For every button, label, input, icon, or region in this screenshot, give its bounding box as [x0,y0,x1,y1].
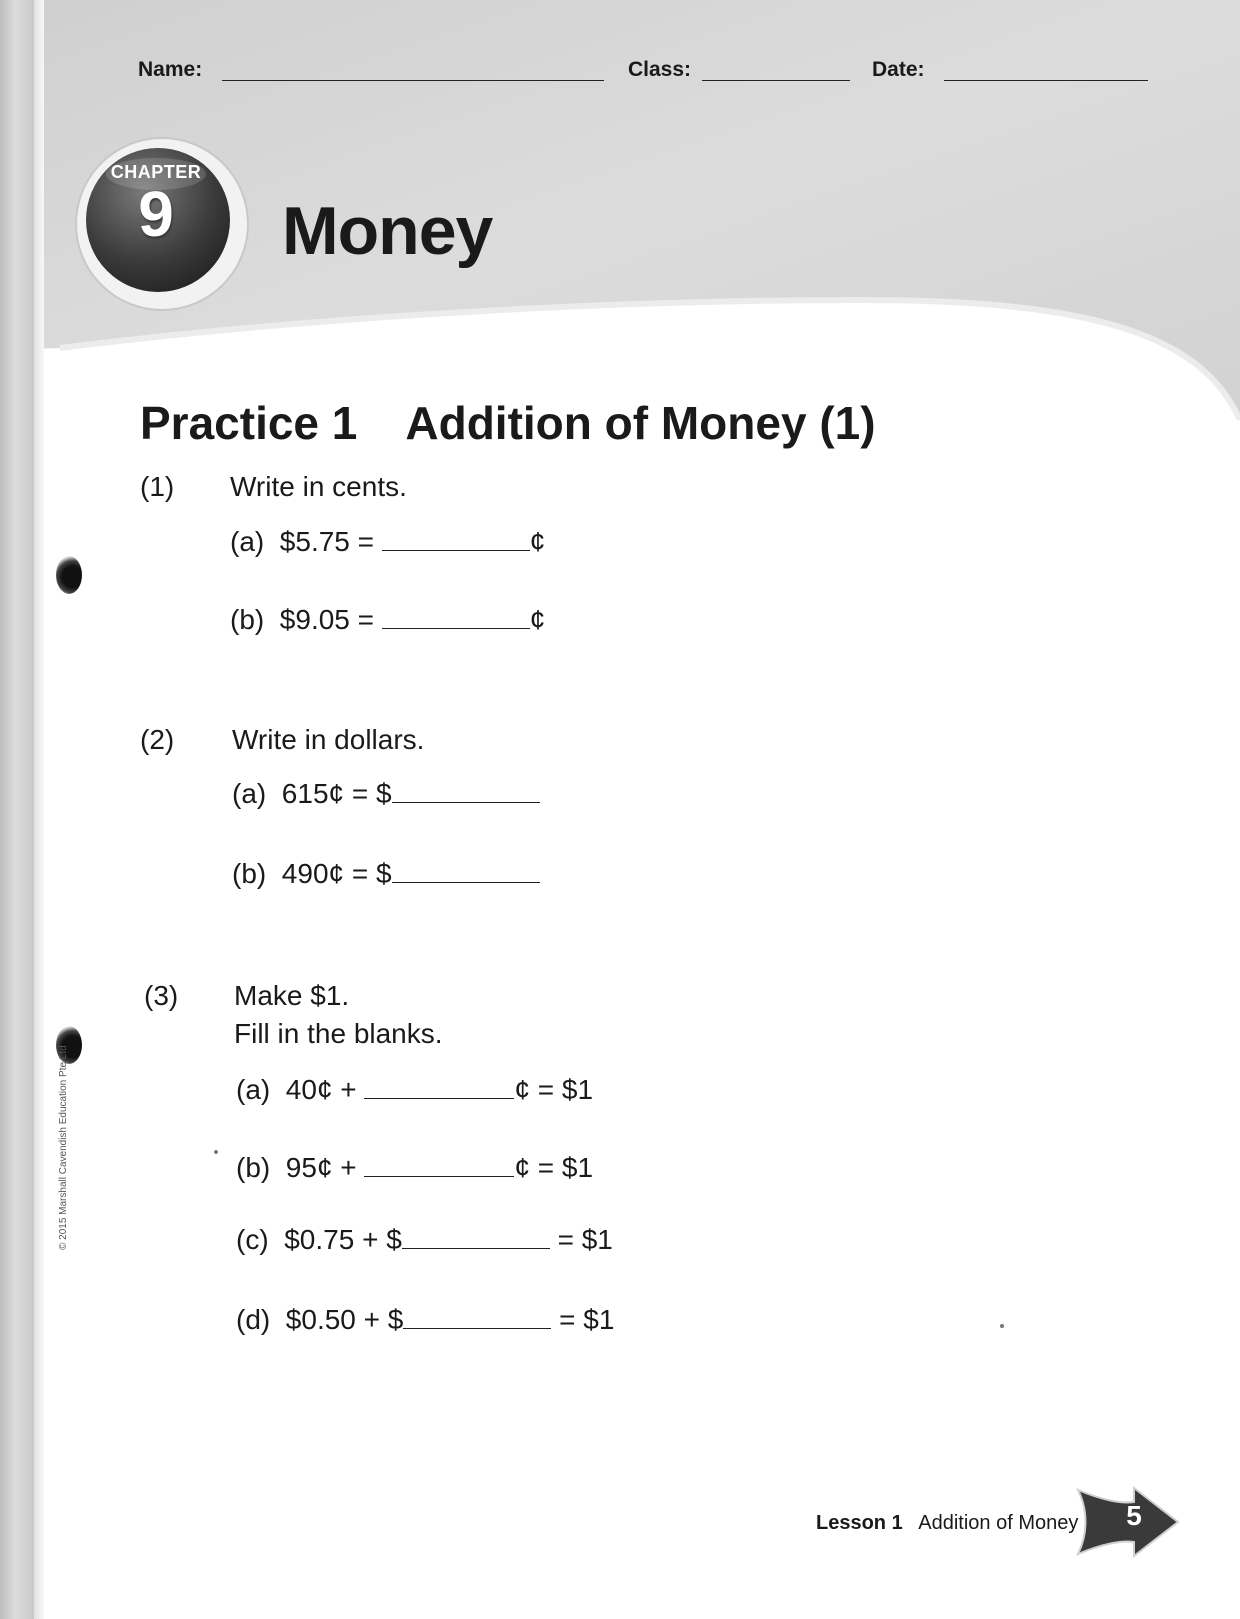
question-instruction: Write in dollars. [232,724,425,755]
question-instruction: Fill in the blanks. [234,1018,443,1049]
copyright-notice: © 2015 Marshall Cavendish Education Pte Ltd [58,1045,69,1250]
item-expression: 615¢ = $ [281,778,392,809]
question-item [230,526,545,558]
question-item [236,1304,614,1336]
class-field-line[interactable] [702,80,850,81]
item-expression: 95¢ + [285,1152,357,1183]
item-label: (c) [236,1224,269,1255]
question-item [236,1074,593,1106]
footer-lesson-label: Lesson 1 [816,1512,903,1534]
question-number: (1) [140,471,175,502]
question-number: (2) [140,724,175,755]
practice-number: Practice 1 [140,397,358,449]
item-expression: $9.05 = [279,604,374,635]
answer-blank[interactable] [392,798,540,803]
item-unit: ¢ [529,604,546,635]
binder-hole-top [56,556,82,594]
date-field-line[interactable] [944,80,1148,81]
item-expression: 490¢ = $ [281,858,392,889]
paper-speck [1000,1324,1004,1328]
question-item [236,1224,613,1256]
item-label: (a) [230,526,265,557]
item-label: (d) [236,1304,271,1335]
item-result: = $1 [557,1224,613,1255]
item-expression: $0.75 + $ [284,1224,402,1255]
question-item [232,858,540,890]
practice-heading [140,396,876,450]
item-label: (a) [236,1074,271,1105]
question-item [236,1152,593,1184]
chapter-number: 9 [138,178,174,250]
question-instruction: Write in cents. [230,471,407,502]
item-expression: 40¢ + [285,1074,357,1105]
answer-blank[interactable] [382,624,530,629]
paper-speck [214,1150,218,1154]
page-number: 5 [1126,1500,1142,1531]
item-expression: $0.50 + $ [285,1304,404,1335]
question-item [230,604,545,636]
item-unit: ¢ [529,526,546,557]
item-label: (b) [236,1152,271,1183]
answer-blank[interactable] [364,1172,514,1177]
chapter-title: Money [282,193,493,269]
name-label: Name: [138,58,203,81]
question-number: (3) [144,980,179,1011]
class-label: Class: [628,58,692,81]
item-expression: $5.75 = [279,526,374,557]
answer-blank[interactable] [392,878,540,883]
answer-blank[interactable] [364,1094,514,1099]
item-label: (b) [230,604,265,635]
item-result: ¢ = $1 [514,1074,594,1105]
item-label: (a) [232,778,267,809]
item-label: (b) [232,858,267,889]
chapter-label: CHAPTER [110,162,202,182]
date-label: Date: [872,58,925,81]
binding-strip [0,0,34,1619]
footer-topic: Addition of Money [918,1512,1079,1534]
answer-blank[interactable] [382,546,530,551]
name-field-line[interactable] [222,80,604,81]
answer-blank[interactable] [403,1324,551,1329]
item-result: = $1 [559,1304,615,1335]
answer-blank[interactable] [402,1244,550,1249]
item-result: ¢ = $1 [514,1152,594,1183]
footer-lesson [816,1512,1078,1535]
question-instruction: Make $1. [234,980,350,1011]
practice-title: Addition of Money (1) [405,397,876,449]
question-item [232,778,540,810]
binding-edge [34,0,44,1619]
